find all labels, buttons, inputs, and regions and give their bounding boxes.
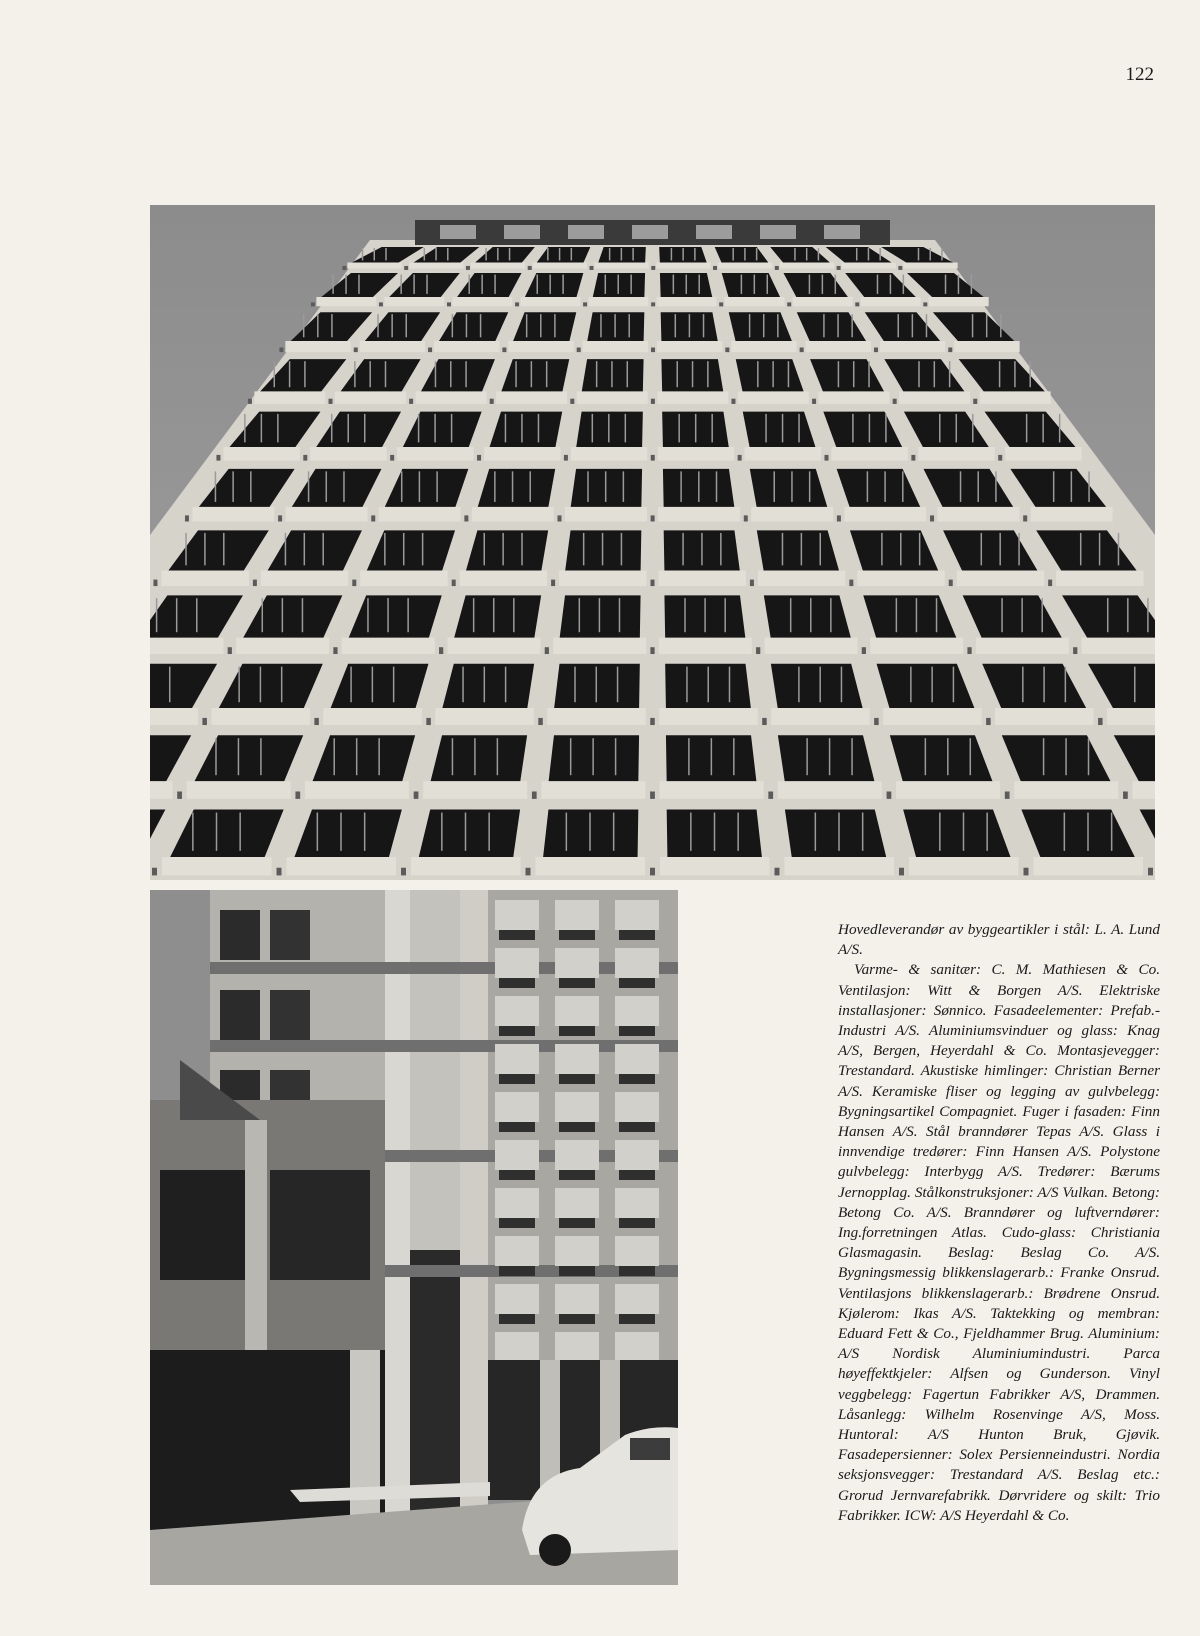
page-number: 122 [1125,64,1154,85]
tower-facade-photo [150,205,1155,880]
building-entrance-photo [150,890,678,1585]
supplier-credits [838,920,1160,1526]
suppliers-text: Varme- & sanitær: C. M. Mathiesen & Co. Ventilasjon: Witt & Borgen A/S. Elektriske installasjoner: Sønnico. Fasadeelementer: Prefab.-Industri A/S. Aluminiumsvinduer og glass: Knag A/S, Bergen, Heyerdahl & Co. Montasjevegger: Trestandard. Akustiske himlinger: Christian Berner A/S. Keramiske fliser og legging av gulvbelegg: Bygningsartikel Compagniet. Fuger i fasaden: Finn Hansen A/S. Stål branndører Tepas A/S. Glass i innvendige tredører: Finn Hansen A/S. Polystone gulvbelegg: Interbygg A/S. Tredører: Bærums Jernopplag. Stålkonstruksjoner: A/S Vulkan. Betong: Betong Co. A/S. Branndører og luftverndører: Ing.forretningen Atlas. Cudo-glass: Christiania Glasmagasin. Beslag: Beslag Co. A/S. Bygningsmessig blikkenslagerarb.: Franke Onsrud. Ventilasjons blikkenslagerarb.: Brødrene Onsrud. Kjølerom: Ikas A/S. Taktekking og membran: Eduard Fett & Co., Fjeldhammer Brug. Aluminium: A/S Nordisk Aluminiumindustri. Parca høyeffektkjeler: Alfsen og Gunderson. Vinyl veggbelegg: Fagertun Fabrikker A/S, Drammen. Låsanlegg: Wilhelm Rosenvinge A/S, Moss. Huntoral: A/S Hunton Bruk, Gjøvik. Fasadepersienner: Solex Persienneindustri. Nordia seksjonsvegger: Trestandard A/S. Beslag etc.: Grorud Jernvarefabrikk. Dørvridere og skilt: Trio Fabrikker. ICW: A/S Heyerdahl & Co. [838,961,1160,1524]
main-contractor-text: Hovedleverandør av byggeartikler i stål: L. A. Lund A/S. [838,921,1160,959]
